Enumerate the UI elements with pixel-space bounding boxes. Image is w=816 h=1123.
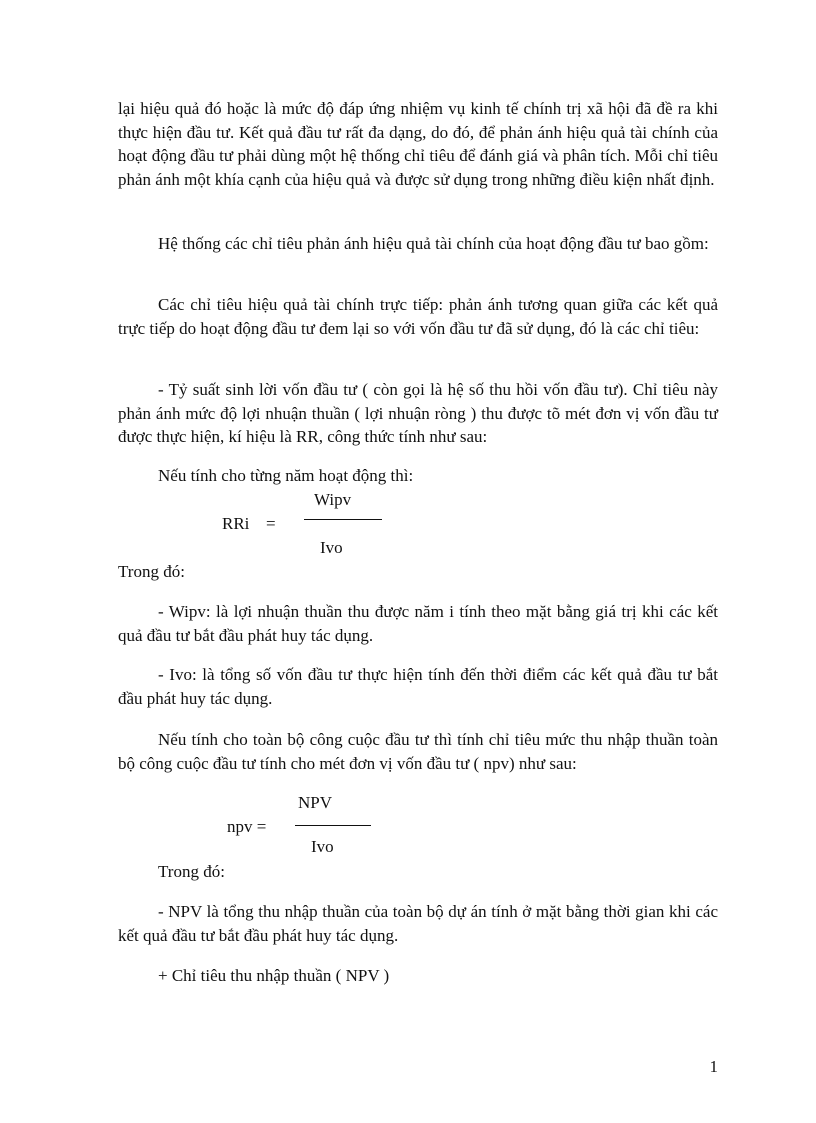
formula-rri-denominator: Ivo (320, 538, 343, 557)
page-number: 1 (709, 1057, 718, 1076)
paragraph-where-1: Trong đó: (118, 562, 185, 581)
paragraph-npv-heading: + Chỉ tiêu thu nhập thuần ( NPV ) (158, 966, 390, 985)
paragraph-wipv-definition: - Wipv: là lợi nhuận thuần thu được năm i tính theo mặt bằng giá trị khi các kết quả đầu tư bắt đầu phát huy tác dụng. (118, 602, 718, 645)
paragraph-per-year: Nếu tính cho từng năm hoạt động thì: (158, 466, 414, 485)
paragraph-intro: lại hiệu quả đó hoặc là mức độ đáp ứng nhiệm vụ kinh tế chính trị xã hội đã đề ra khi thực hiện đầu tư. Kết quả đầu tư rất đa dạng, do đó, để phản ánh hiệu quả tài chính của hoạt động đầu tư phải dùng một hệ thống chỉ tiêu để đánh giá và phân tích. Mỗi chỉ tiêu phản ánh một khía cạnh của hiệu quả và được sử dụng trong những điều kiện nhất định. (118, 99, 718, 189)
formula-npv-lhs: npv = (227, 817, 267, 836)
paragraph-whole-project: Nếu tính cho toàn bộ công cuộc đầu tư thì tính chỉ tiêu mức thu nhập thuần toàn bộ công cuộc đầu tư tính cho mét đơn vị vốn đầu tư ( npv) như sau: (118, 730, 718, 773)
paragraph-where-2: Trong đó: (158, 862, 225, 881)
formula-rri-equals: = (266, 514, 276, 533)
paragraph-npv-definition: - NPV là tổng thu nhập thuần của toàn bộ dự án tính ở mặt bằng thời gian khi các kết quả đầu tư bắt đầu phát huy tác dụng. (118, 902, 718, 945)
formula-npv-fraction-line (295, 825, 371, 826)
formula-rri-fraction-line (304, 519, 382, 520)
paragraph-return-rate: - Tỷ suất sinh lời vốn đầu tư ( còn gọi là hệ số thu hồi vốn đầu tư). Chỉ tiêu này phản ánh mức độ lợi nhuận thuần ( lợi nhuận ròng ) thu được tõ mét đơn vị vốn đầu tư được thực hiện, kí hiệu là RR, công thức tính như sau: (118, 380, 718, 446)
formula-npv-numerator: NPV (298, 793, 333, 812)
formula-rri-numerator: Wipv (314, 490, 352, 509)
paragraph-system: Hệ thống các chỉ tiêu phản ánh hiệu quả tài chính của hoạt động đầu tư bao gồm: (158, 234, 709, 253)
paragraph-ivo-definition: - Ivo: là tổng số vốn đầu tư thực hiện tính đến thời điểm các kết quả đầu tư bắt đầu phát huy tác dụng. (118, 665, 718, 708)
paragraph-direct-indicators: Các chỉ tiêu hiệu quả tài chính trực tiếp: phản ánh tương quan giữa các kết quả trực tiếp do hoạt động đầu tư đem lại so với vốn đầu tư đã sử dụng, đó là các chỉ tiêu: (118, 295, 718, 338)
formula-rri-lhs: RRi (222, 514, 250, 533)
formula-npv-denominator: Ivo (311, 837, 334, 856)
